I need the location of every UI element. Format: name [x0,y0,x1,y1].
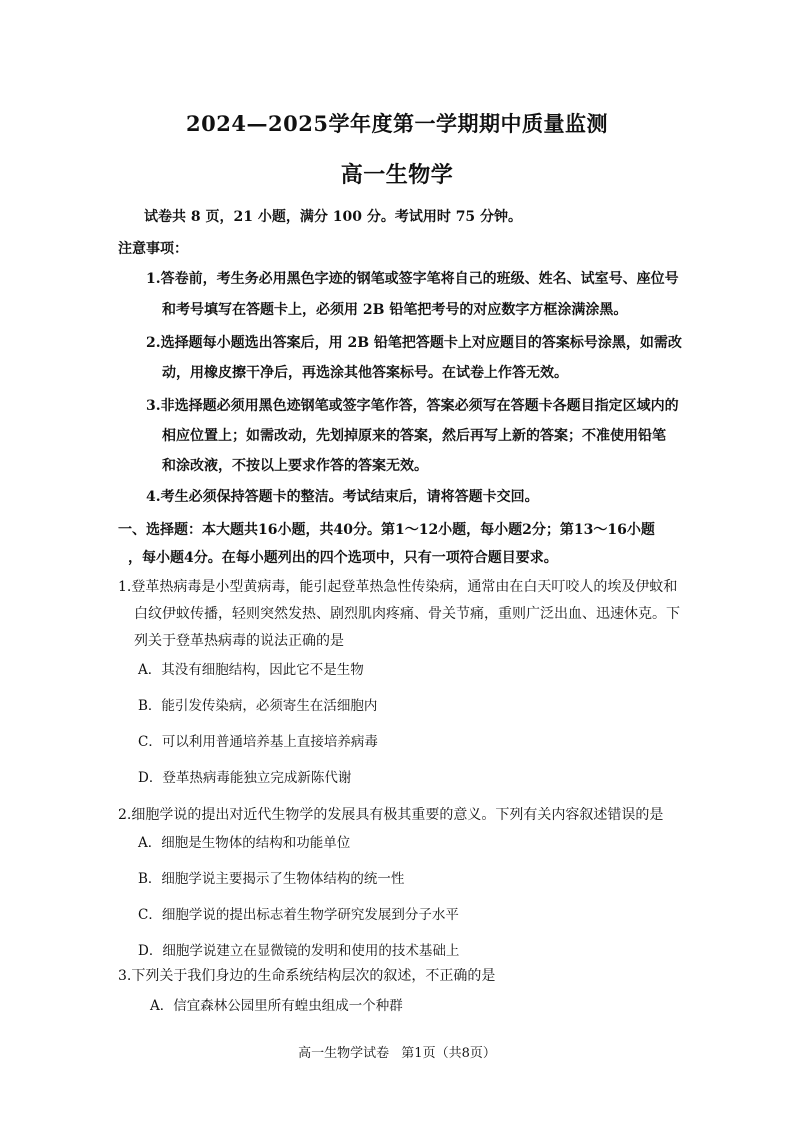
notice-item: 相应位置上；如需改动，先划掉原来的答案，然后再写上新的答案；不准使用铅笔 [162,428,666,444]
question-stem: 白纹伊蚊传播，轻则突然发热、剧烈肌肉疼痛、骨关节痛，重则广泛出血、迅速休克。下 [134,606,680,622]
footer-subject: 高一生物学试卷 [298,1046,390,1061]
section-heading: 一、选择题：本大题共16小题，共40分。第1～12小题，每小题2分；第13～16小题 [118,522,655,538]
notice-item: 2.选择题每小题选出答案后，用 2B 铅笔把答题卡上对应题目的答案标号涂黑，如需改 [146,335,682,351]
option-b: B．能引发传染病，必须寄生在活细胞内 [138,698,378,714]
option-d: D．细胞学说建立在显微镜的发明和使用的技术基础上 [138,943,460,959]
option-a: A．信宜森林公园里所有蝗虫组成一个种群 [150,998,403,1014]
exam-info: 试卷共 8 页，21 小题，满分 100 分。考试用时 75 分钟。 [144,209,523,225]
footer-page-number: 第1页（共8页） [401,1046,496,1061]
notice-item: 动，用橡皮擦干净后，再选涂其他答案标号。在试卷上作答无效。 [162,365,568,381]
option-c: C．细胞学说的提出标志着生物学研究发展到分子水平 [138,907,459,923]
question-stem: 3.下列关于我们身边的生命系统结构层次的叙述，不正确的是 [118,968,496,984]
notice-item: 和考号填写在答题卡上，必须用 2B 铅笔把考号的对应数字方框涂满涂黑。 [162,302,628,318]
subject-title: 高一生物学 [340,162,454,188]
notice-item: 1.答卷前，考生务必用黑色字迹的钢笔或签字笔将自己的班级、姓名、试室号、座位号 [146,271,679,287]
notice-item: 4.考生必须保持答题卡的整洁。考试结束后，请将答题卡交回。 [146,489,539,505]
notice-heading: 注意事项： [118,241,188,257]
question-stem: 列关于登革热病毒的说法正确的是 [134,633,344,649]
exam-title: 2024—2025学年度第一学期期中质量监测 [186,111,608,136]
notice-item: 和涂改液，不按以上要求作答的答案无效。 [162,458,428,474]
option-d: D．登革热病毒能独立完成新陈代谢 [138,770,352,786]
option-b: B．细胞学说主要揭示了生物体结构的统一性 [138,871,405,887]
option-c: C．可以利用普通培养基上直接培养病毒 [138,734,378,750]
question-stem: 2.细胞学说的提出对近代生物学的发展具有极其重要的意义。下列有关内容叙述错误的是 [118,807,664,823]
option-a: A．细胞是生物体的结构和功能单位 [138,835,351,851]
section-heading-cont: ，每小题4分。在每小题列出的四个选项中，只有一项符合题目要求。 [128,550,558,566]
page-footer [0,1042,794,1061]
notice-item: 3.非选择题必须用黑色迹钢笔或签字笔作答，答案必须写在答题卡各题目指定区域内的 [146,398,679,414]
option-a: A．其没有细胞结构，因此它不是生物 [138,662,364,678]
question-stem: 1.登革热病毒是小型黄病毒，能引起登革热急性传染病，通常由在白天叮咬人的埃及伊蚊和 [118,579,678,595]
